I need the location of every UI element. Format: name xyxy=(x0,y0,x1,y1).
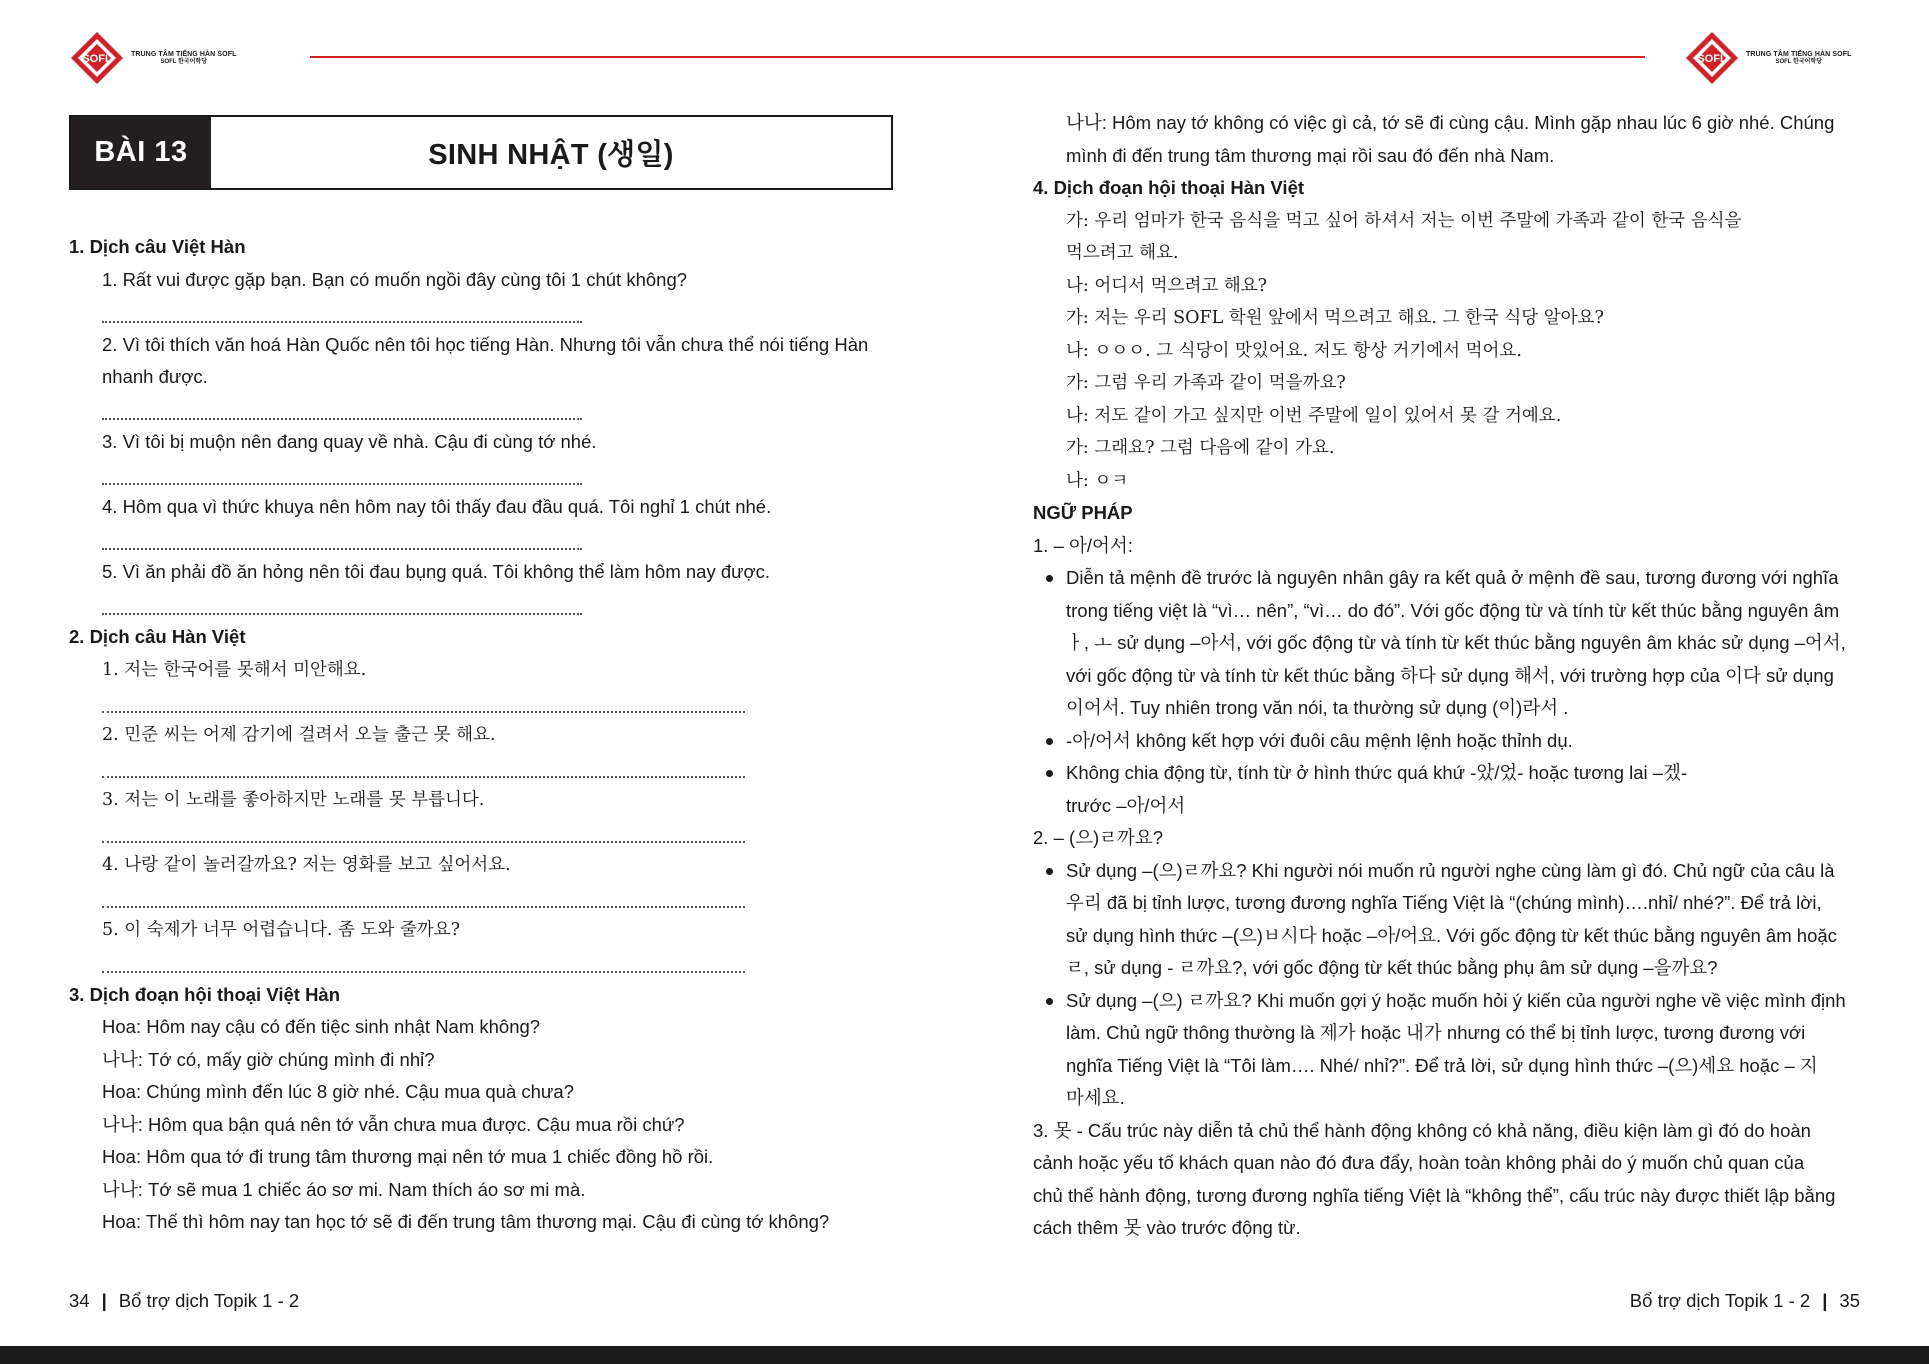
bullet-icon xyxy=(1046,575,1053,582)
bullet-line: làm. Chủ ngữ thông thường là 제가 hoặc 내가 nhưng có thể bị tỉnh lược, tương đương với xyxy=(1066,1022,1806,1043)
answer-line xyxy=(69,686,909,719)
grammar3-line: chủ thể hành động, tương đương nghĩa tiếng Việt là “không thể”, cấu trúc này được thiết lập bằng xyxy=(1033,1184,1836,1206)
answer-line xyxy=(69,881,909,914)
lesson-title-bar xyxy=(69,115,893,190)
logo-line1: TRUNG TÂM TIẾNG HÀN SOFL xyxy=(131,50,237,58)
bullet-icon xyxy=(1046,868,1053,875)
section1-heading: 1. Dịch câu Việt Hàn xyxy=(69,236,246,257)
grammar3-line: cách thêm 못 vào trước động từ. xyxy=(1033,1217,1301,1238)
answer-line xyxy=(69,751,909,784)
ko-dialogue-line: 먹으려고 해요. xyxy=(1066,243,1179,263)
book-title: Bổ trợ dịch Topik 1 - 2 xyxy=(118,1290,300,1311)
answer-line xyxy=(69,524,909,557)
bullet-line: Không chia động từ, tính từ ở hình thức quá khứ -았/었- hoặc tương lai –겠- xyxy=(1066,762,1688,783)
sofl-logo xyxy=(1684,30,1851,86)
section3-heading: 3. Dịch đoạn hội thoại Việt Hàn xyxy=(69,983,341,1005)
right-footer xyxy=(1630,1290,1860,1312)
dialogue-line: 나나: Hôm nay tớ không có việc gì cả, tớ sẽ đi cùng cậu. Mình gặp nhau lúc 6 giờ nhé. Chúng xyxy=(1066,112,1835,133)
ko-dialogue-line: 가: 저는 우리 SOFL 학원 앞에서 먹으려고 해요. 그 한국 식당 알아요? xyxy=(1066,308,1604,328)
ko-dialogue-line: 나: ㅇㅋ xyxy=(1066,470,1129,491)
section4-heading: 4. Dịch đoạn hội thoại Hàn Việt xyxy=(1033,177,1305,198)
sec1-item1: 1. Rất vui được gặp bạn. Bạn có muốn ngồi đây cùng tôi 1 chút không? xyxy=(102,268,688,290)
grammar-heading: NGỮ PHÁP xyxy=(1033,502,1133,523)
grammar3-line: 3. 못 - Cấu trúc này diễn tả chủ thể hành động không có khả năng, điều kiện làm gì đó do hoàn xyxy=(1033,1119,1811,1141)
answer-line xyxy=(69,816,909,849)
left-content xyxy=(69,231,909,1239)
sec1-item5: 5. Vì ăn phải đồ ăn hỏng nên tôi đau bụng quá. Tôi không thể làm hôm nay được. xyxy=(102,561,771,582)
bullet-line: Diễn tả mệnh đề trước là nguyên nhân gây ra kết quả ở mệnh đề sau, tương đương với nghĩa xyxy=(1066,567,1839,588)
grammar2-bullet1 xyxy=(1033,855,1859,985)
logo-mark-text: SOFL xyxy=(1697,53,1727,65)
footer-separator: | xyxy=(101,1290,107,1311)
right-content xyxy=(1033,107,1859,1245)
dialogue-line: 나나: Tớ sẽ mua 1 chiếc áo sơ mi. Nam thích áo sơ mi mà. xyxy=(102,1178,586,1200)
section2-heading: 2. Dịch câu Hàn Việt xyxy=(69,626,246,647)
grammar1-bullet3 xyxy=(1033,757,1859,822)
bullet-line: 우리 đã bị tỉnh lược, tương đương nghĩa Tiếng Việt là “(chúng mình)….nhỉ/ nhé?”. Để trả lời, xyxy=(1066,892,1822,913)
bottom-band xyxy=(0,1346,1929,1364)
left-footer xyxy=(69,1290,299,1312)
lesson-title: SINH NHẬT (생일) xyxy=(428,139,674,171)
page-number: 35 xyxy=(1839,1290,1860,1311)
logo-line2: SOFL 한국어학당 xyxy=(1775,58,1822,65)
logo-line1: TRUNG TÂM TIẾNG HÀN SOFL xyxy=(1746,50,1852,58)
left-page xyxy=(0,0,964,1346)
bullet-line: ㄹ, sử dụng - ㄹ까요?, với gốc động từ kết thúc bằng phụ âm sử dụng –을까요? xyxy=(1066,957,1718,978)
grammar1-bullet1 xyxy=(1033,562,1859,725)
lesson-number: BÀI 13 xyxy=(71,117,211,188)
dialogue-line: Hoa: Hôm qua tớ đi trung tâm thương mại nên tớ mua 1 chiếc đồng hồ rồi. xyxy=(102,1146,714,1167)
footer-separator: | xyxy=(1822,1290,1828,1311)
bullet-icon xyxy=(1046,738,1053,745)
ko-dialogue-line: 가: 그래요? 그럼 다음에 같이 가요. xyxy=(1066,438,1335,458)
ko-dialogue-line: 나: 어디서 먹으려고 해요? xyxy=(1066,275,1268,296)
bullet-line: nghĩa Tiếng Việt là “Tôi làm…. Nhé/ nhỉ?”. Để trả lời, sử dụng hình thức –(으)세요 hoặc – 지 xyxy=(1066,1054,1818,1076)
sofl-logo-icon xyxy=(1684,30,1740,86)
ko-dialogue-line: 가: 우리 엄마가 한국 음식을 먹고 싶어 하셔서 저는 이번 주말에 가족과 같이 한국 음식을 xyxy=(1066,210,1742,231)
bullet-line: ㅏ, ㅗ sử dụng –아서, với gốc động từ và tính từ kết thúc bằng nguyên âm khác sử dụng –어서, xyxy=(1066,632,1846,653)
bullet-line: sử dụng hình thức –(으)ㅂ시다 hoặc –아/어요. Với gốc động từ kết thúc bằng nguyên âm hoặc xyxy=(1066,924,1837,946)
dialogue-line: Hoa: Hôm nay cậu có đến tiệc sinh nhật Nam không? xyxy=(102,1016,541,1037)
bullet-line: -아/어서 không kết hợp với đuôi câu mệnh lệnh hoặc thỉnh dụ. xyxy=(1066,729,1573,751)
ko-dialogue-line: 나: ㅇㅇㅇ. 그 식당이 맛있어요. 저도 항상 거기에서 먹어요. xyxy=(1066,340,1522,361)
sec2-item5: 5. 이 숙제가 너무 어렵습니다. 좀 도와 줄까요? xyxy=(102,919,460,940)
sec1-item2: 2. Vì tôi thích văn hoá Hàn Quốc nên tôi học tiếng Hàn. Nhưng tôi vẫn chưa thể nói tiếng Hàn xyxy=(102,333,869,355)
sec1-item2-cont: nhanh được. xyxy=(102,366,208,387)
bullet-line: 마세요. xyxy=(1066,1087,1125,1108)
dialogue-line: Hoa: Chúng mình đến lúc 8 giờ nhé. Cậu mua quà chưa? xyxy=(102,1081,574,1102)
bullet-icon xyxy=(1046,998,1053,1005)
dialogue-line: 나나: Tớ có, mấy giờ chúng mình đi nhỉ? xyxy=(102,1048,435,1070)
grammar3-line: cảnh hoặc yếu tố khách quan nào đó đưa đẩy, hoàn toàn không phải do ý muốn chủ quan của xyxy=(1033,1152,1805,1173)
sec1-item3: 3. Vì tôi bị muộn nên đang quay về nhà. Cậu đi cùng tớ nhé. xyxy=(102,431,597,452)
ko-dialogue-line: 가: 그럼 우리 가족과 같이 먹을까요? xyxy=(1066,373,1346,393)
bullet-line: Sử dụng –(으)ㄹ까요? Khi người nói muốn rủ người nghe cùng làm gì đó. Chủ ngữ của câu là xyxy=(1066,859,1835,881)
bullet-line: trong tiếng việt là “vì… nên”, “vì… do đó”. Với gốc động từ và tính từ kết thúc bằng nguyên âm xyxy=(1066,599,1840,621)
answer-line xyxy=(69,459,909,492)
sofl-logo xyxy=(69,30,236,86)
grammar2-title: 2. – (으)ㄹ까요? xyxy=(1033,827,1164,848)
sec2-item4: 4. 나랑 같이 놀러갈까요? 저는 영화를 보고 싶어서요. xyxy=(102,854,511,875)
ko-dialogue-line: 나: 저도 같이 가고 싶지만 이번 주말에 일이 있어서 못 갈 거예요. xyxy=(1066,405,1562,426)
right-page xyxy=(964,0,1929,1346)
grammar1-title: 1. – 아/어서: xyxy=(1033,534,1133,556)
answer-line xyxy=(69,589,909,622)
grammar1-bullet2 xyxy=(1033,725,1859,758)
grammar2-bullet2 xyxy=(1033,985,1859,1115)
bullet-line: 이어서. Tuy nhiên trong văn nói, ta thường sử dụng (이)라서 . xyxy=(1066,697,1569,718)
sec2-item3: 3. 저는 이 노래를 좋아하지만 노래를 못 부릅니다. xyxy=(102,789,485,810)
answer-line xyxy=(69,394,909,427)
logo-mark-text: SOFL xyxy=(82,53,112,65)
book-title: Bổ trợ dịch Topik 1 - 2 xyxy=(1629,1290,1811,1311)
answer-line xyxy=(69,946,909,979)
bullet-line: với gốc động từ và tính từ kết thúc bằng 하다 sử dụng 해서, với trường hợp của 이다 sử dụng xyxy=(1066,664,1834,686)
sec2-item1: 1. 저는 한국어를 못해서 미안해요. xyxy=(102,659,367,680)
dialogue-line: Hoa: Thế thì hôm nay tan học tớ sẽ đi đến trung tâm thương mại. Cậu đi cùng tớ không? xyxy=(102,1211,830,1232)
bullet-line: trước –아/어서 xyxy=(1066,794,1186,816)
sec1-item4: 4. Hôm qua vì thức khuya nên hôm nay tôi thấy đau đầu quá. Tôi nghỉ 1 chút nhé. xyxy=(102,496,772,517)
answer-line xyxy=(69,296,909,329)
sofl-logo-icon xyxy=(69,30,125,86)
page-number: 34 xyxy=(69,1290,90,1311)
bullet-icon xyxy=(1046,770,1053,777)
dialogue-line: mình đi đến trung tâm thương mại rồi sau đó đến nhà Nam. xyxy=(1066,144,1555,166)
logo-line2: SOFL 한국어학당 xyxy=(160,58,207,65)
sec2-item2: 2. 민준 씨는 어제 감기에 걸려서 오늘 출근 못 해요. xyxy=(102,724,496,745)
dialogue-line: 나나: Hôm qua bận quá nên tớ vẫn chưa mua được. Cậu mua rồi chứ? xyxy=(102,1113,685,1135)
bullet-line: Sử dụng –(으) ㄹ까요? Khi muốn gợi ý hoặc muốn hỏi ý kiến của người nghe về việc mình định xyxy=(1066,989,1846,1011)
